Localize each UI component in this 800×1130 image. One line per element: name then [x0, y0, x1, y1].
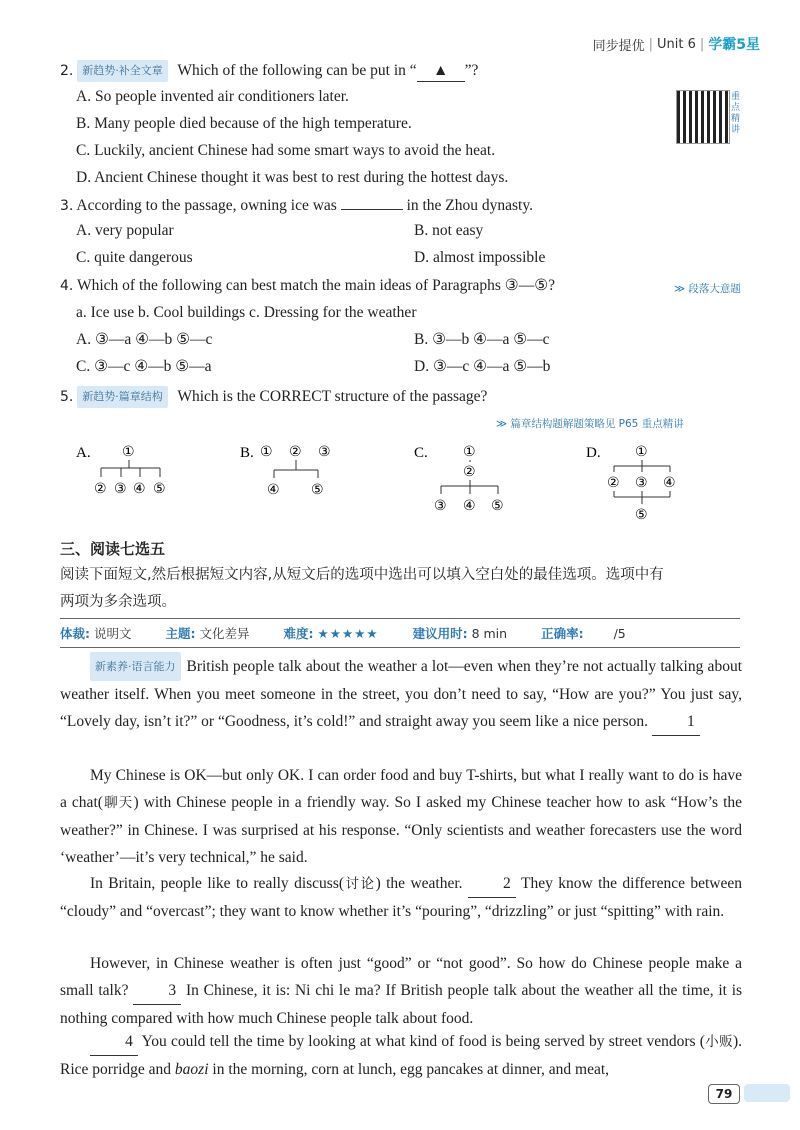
q4-option-a[interactable]: A. ③—a ④—b ⑤—c: [76, 331, 213, 348]
q4-option-d[interactable]: D. ③—c ④—a ⑤—b: [414, 358, 551, 375]
diagram-a[interactable]: [72, 440, 192, 515]
qr-code[interactable]: [676, 90, 730, 144]
paragraph-5-text-c: in the morning, corn at lunch, egg pancakes at dinner, and meat,: [208, 1061, 610, 1078]
header-separator: |: [648, 36, 653, 52]
section-instruction-2: 两项为多余选项。: [60, 594, 176, 610]
q4-note: ≫ 段落大意题: [674, 283, 741, 295]
q2-option-a[interactable]: A. So people invented air conditioners later.: [76, 88, 349, 105]
paragraph-3-gloss: 讨论: [344, 876, 376, 892]
q4-stem-text: Which of the following can best match the main ideas of Paragraphs ③—⑤?: [76, 277, 555, 294]
diagram-a-node-1: ①: [122, 444, 135, 460]
diagram-b[interactable]: [238, 440, 358, 515]
q4-number: 4.: [60, 278, 74, 294]
header-sync: 同步提优: [592, 38, 645, 54]
diagram-d-node-5: ⑤: [635, 507, 648, 523]
diagram-a-node-2: ②: [94, 481, 107, 497]
q3-option-d[interactable]: D. almost impossible: [414, 249, 546, 266]
paragraph-5-emphasis: baozi: [174, 1061, 209, 1078]
diagram-d-node-1: ①: [635, 444, 648, 460]
q2-tag: 新趋势·补全文章: [77, 60, 168, 82]
q3-stem: [60, 196, 533, 216]
q2-option-d[interactable]: D. Ancient Chinese thought it was best to rest during the hottest days.: [76, 169, 509, 186]
diagram-d[interactable]: [584, 440, 704, 535]
diagram-d-label: D.: [586, 445, 601, 461]
genre-value: 说明文: [94, 626, 132, 641]
q2-option-b[interactable]: B. Many people died because of the high temperature.: [76, 115, 412, 132]
section-title: 三、阅读七选五: [60, 540, 166, 558]
q5-stem-text: Which is the CORRECT structure of the passage?: [177, 388, 488, 405]
q2-stem: [60, 60, 478, 82]
diagram-a-node-5: ⑤: [153, 481, 166, 497]
accuracy-key: 正确率:: [541, 626, 584, 641]
diagram-b-node-5: ⑤: [311, 482, 324, 498]
section-instruction-1: 阅读下面短文,然后根据短文内容,从短文后的选项中选出可以填入空白处的最佳选项。选项中有: [60, 567, 664, 583]
diagram-d-node-3: ③: [635, 475, 648, 491]
diagram-b-svg: [238, 440, 358, 510]
diagram-c-node-2: ②: [463, 464, 476, 480]
paragraph-2-text-a: My Chinese is OK—but only OK. I can order food and buy T-shirts, but what I really want to do is have a chat(: [60, 767, 742, 811]
diagram-c-node-3: ③: [434, 498, 447, 514]
time-key: 建议用时:: [412, 626, 468, 641]
qr-label: 重点精讲: [731, 92, 741, 135]
passage-paragraph-1: [60, 652, 742, 736]
q2-stem-text-a: Which of the following can be put in “: [177, 62, 417, 79]
blank-1[interactable]: 1: [652, 708, 700, 736]
diagram-b-node-2: ②: [289, 444, 302, 460]
blank-2[interactable]: 2: [468, 870, 516, 898]
q4-items: a. Ice use b. Cool buildings c. Dressing for the weather: [76, 304, 417, 321]
paragraph-5-gloss: 小贩: [704, 1034, 733, 1050]
diagram-a-label: A.: [76, 445, 91, 461]
paragraph-4-text-a: However, in Chinese weather is often just “good” or “not good”. So how do Chinese people make a small talk?: [60, 955, 742, 999]
difficulty-key: 难度:: [283, 626, 314, 641]
diagram-c-label: C.: [414, 445, 428, 461]
accuracy-value: /5: [613, 625, 626, 641]
page-header: [593, 34, 760, 54]
diagram-b-node-3: ③: [318, 444, 331, 460]
q3-option-b[interactable]: B. not easy: [414, 222, 484, 239]
theme-value: 文化差异: [199, 626, 250, 641]
diagram-c-svg: [412, 440, 532, 520]
diagram-c-node-4: ④: [463, 498, 476, 514]
diagram-a-svg: [72, 440, 192, 510]
paragraph-1-text: British people talk about the weather a lot—even when they’re not actually talking about weather itself. When you meet someone in the street, you don’t need to say, “How are you?” You just say, “Lovely day, isn’t it?” or “Goodness, it’s cold!” and straight away you seem like a nice person.: [60, 658, 742, 730]
difficulty-stars: ★★★★★: [317, 625, 379, 641]
q4-option-b[interactable]: B. ③—b ④—a ⑤—c: [414, 331, 550, 348]
page-number-strip: [744, 1084, 790, 1102]
q2-number: 2.: [60, 63, 74, 79]
q5-stem: [60, 386, 487, 408]
q2-stem-text-b: ”?: [464, 62, 479, 79]
q4-option-c[interactable]: C. ③—c ④—b ⑤—a: [76, 358, 212, 375]
q2-blank: ▲: [417, 61, 465, 82]
q3-option-c[interactable]: C. quite dangerous: [76, 249, 193, 266]
q5-tag: 新趋势·篇章结构: [77, 386, 168, 408]
theme-key: 主题:: [165, 626, 196, 641]
diagram-d-node-4: ④: [663, 475, 676, 491]
diagram-d-svg: [584, 440, 704, 530]
diagram-a-node-3: ③: [114, 481, 127, 497]
paragraph-5-text-a: You could tell the time by looking at what kind of food is being served by street vendors (: [141, 1033, 705, 1050]
paragraph-2-gloss: 聊天: [102, 795, 134, 811]
passage-paragraph-2: [60, 762, 742, 871]
passage-paragraph-3: [60, 870, 742, 925]
page-number: 79: [708, 1084, 740, 1104]
time-value: 8 min: [471, 625, 508, 641]
genre-key: 体裁:: [60, 626, 90, 641]
diagram-c[interactable]: [412, 440, 532, 525]
diagram-c-node-5: ⑤: [491, 498, 504, 514]
paragraph-3-text-b: ) the weather.: [375, 875, 463, 892]
diagram-b-node-1: ①: [260, 444, 273, 460]
paragraph-4-text-b: In Chinese, it is: Ni chi le ma? If British people talk about the weather all the time, it is nothing compared with how much Chinese people talk about food.: [60, 982, 743, 1027]
q3-number: 3.: [60, 198, 74, 214]
paragraph-2-text-b: ) with Chinese people in a friendly way. So I asked my Chinese teacher how to ask “How’s the weather?” in Chinese. I was surprised at his response. “Only scientists and weather forecasters use the word ‘weather’—it’s very technical,” he said.: [60, 794, 743, 866]
q2-option-c[interactable]: C. Luckily, ancient Chinese had some smart ways to avoid the heat.: [76, 142, 496, 159]
paragraph-3-text-c: They know the difference between “cloudy” and “overcast”; they want to know whether it’s “pouring”, “drizzling” or just “spitting” with rain.: [60, 875, 742, 920]
header-unit: Unit 6: [656, 36, 696, 52]
diagram-d-node-2: ②: [607, 475, 620, 491]
diagram-b-label: B.: [240, 445, 254, 461]
q3-blank: [341, 209, 403, 210]
q3-stem-text-a: According to the passage, owning ice was: [76, 197, 337, 214]
diagram-c-node-1: ①: [463, 444, 476, 460]
header-separator-2: |: [699, 36, 705, 52]
header-brand: 学霸5星: [708, 37, 760, 53]
passage-paragraph-4: [60, 950, 742, 1032]
q3-stem-text-b: in the Zhou dynasty.: [406, 197, 533, 214]
q5-number: 5.: [60, 389, 74, 405]
info-bar: [60, 618, 740, 648]
q3-option-a[interactable]: A. very popular: [76, 222, 174, 239]
diagram-a-node-4: ④: [133, 481, 146, 497]
paragraph-3-text-a: In Britain, people like to really discuss(: [90, 875, 345, 892]
q5-note: ≫ 篇章结构题解题策略见 P65 重点精讲: [496, 418, 684, 430]
diagram-b-node-4: ④: [267, 482, 280, 498]
passage-tag: 新素养·语言能力: [90, 652, 181, 681]
blank-4[interactable]: 4: [90, 1028, 138, 1056]
q4-stem: [60, 276, 555, 296]
passage-paragraph-5: [60, 1028, 742, 1083]
paragraph-5-text-b: ). Rice porridge and: [60, 1033, 742, 1078]
blank-3[interactable]: 3: [133, 977, 181, 1005]
